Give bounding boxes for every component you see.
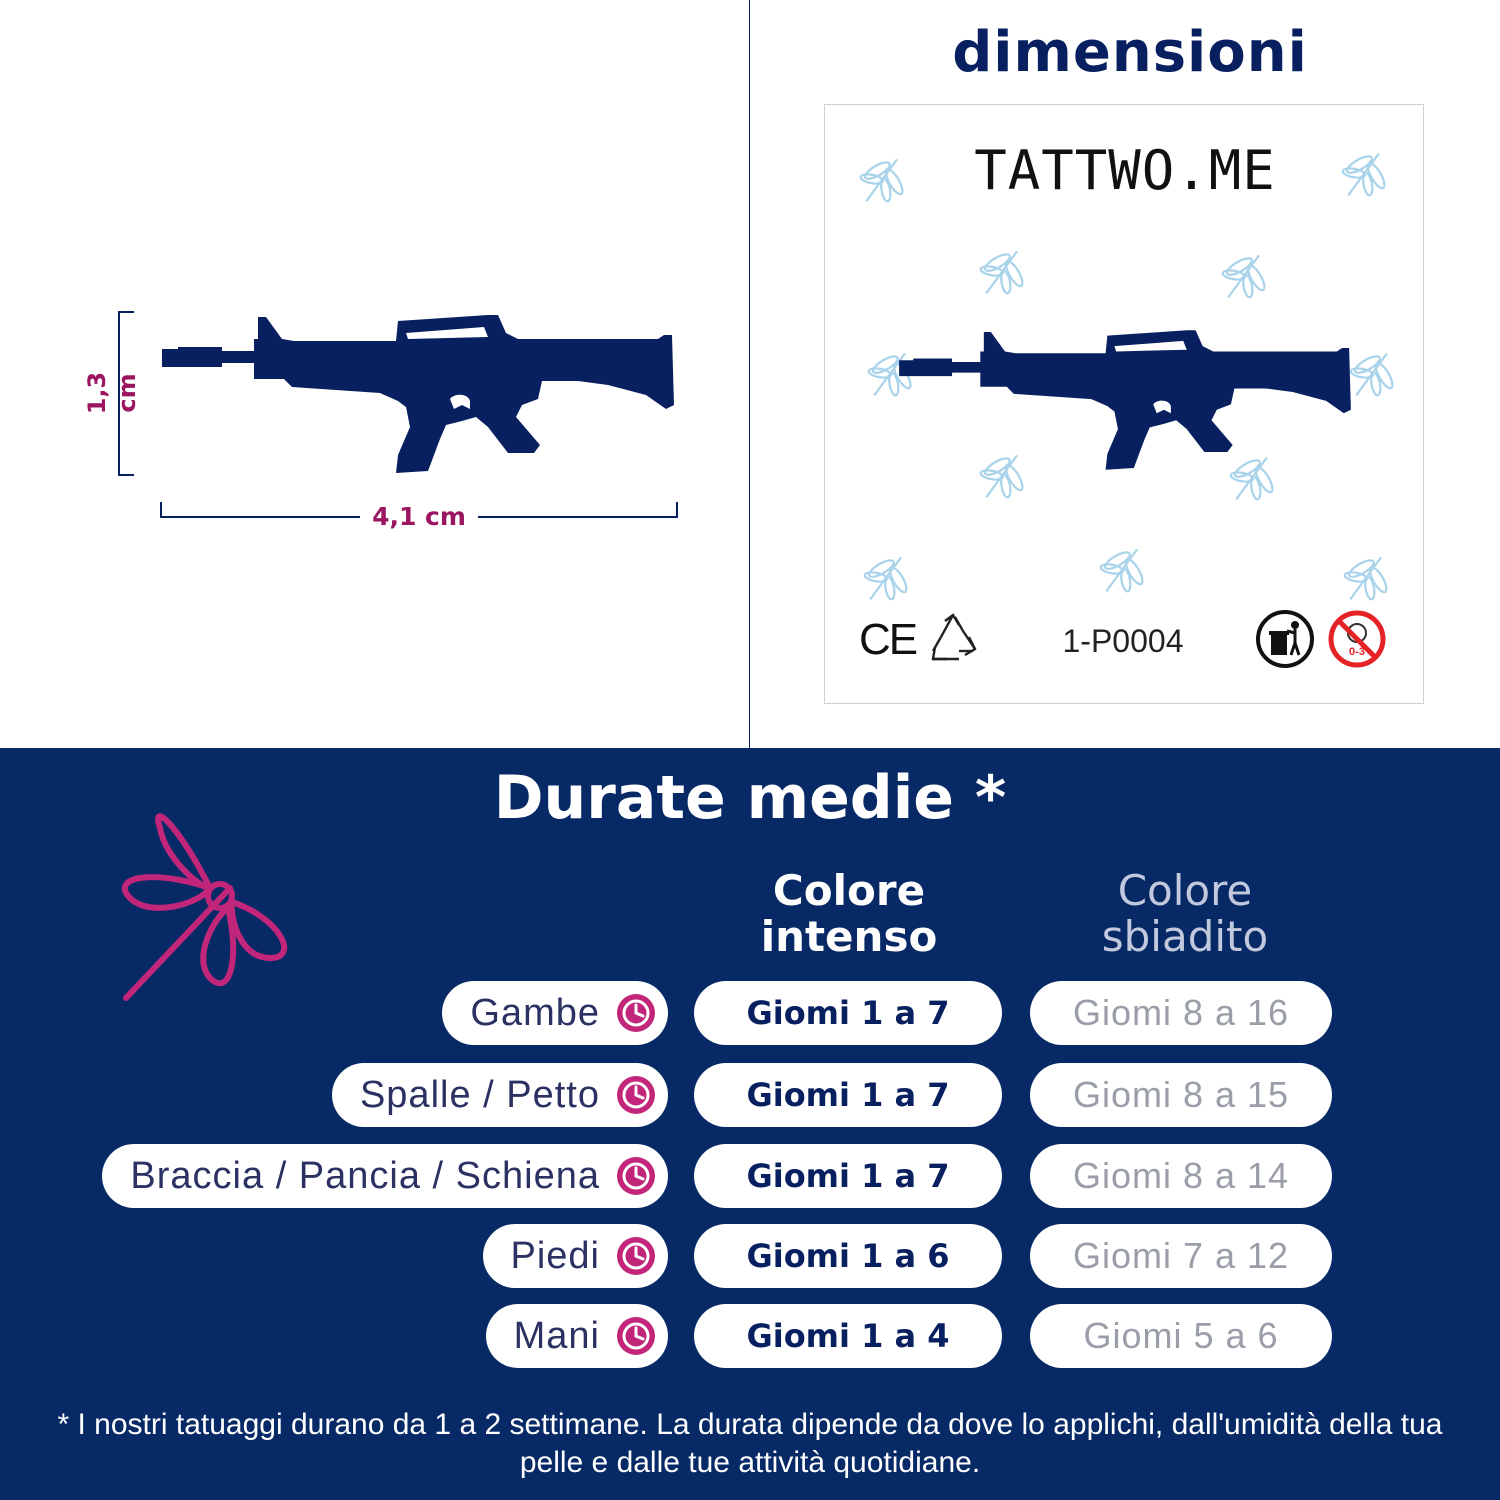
- clock-icon: [616, 1236, 656, 1276]
- intense-duration-label: Giomi 1 a 7: [746, 1157, 950, 1195]
- intense-duration-pill: [694, 1224, 1002, 1288]
- intense-duration-pill: [694, 981, 1002, 1045]
- intense-duration-pill: [694, 1144, 1002, 1208]
- intense-duration-pill: [694, 1063, 1002, 1127]
- intense-duration-pill: [694, 1304, 1002, 1368]
- intense-duration-label: Giomi 1 a 6: [746, 1237, 950, 1275]
- column-header-faded: Colore sbiadito: [1101, 866, 1269, 961]
- faded-duration-pill: [1030, 981, 1332, 1045]
- intense-duration-label: Giomi 1 a 7: [746, 1076, 950, 1114]
- faded-duration-label: Giomi 8 a 16: [1072, 992, 1290, 1033]
- dragonfly-icon: [110, 808, 310, 1008]
- brand-logo: TATTWO.ME: [974, 139, 1276, 202]
- faded-duration-pill: [1030, 1304, 1332, 1368]
- rifle-tattoo-icon: [883, 325, 1367, 475]
- faded-duration-label: Giomi 5 a 6: [1083, 1315, 1279, 1356]
- ce-mark: CE: [859, 615, 917, 664]
- clock-icon: [616, 1156, 656, 1196]
- body-part-pill: [442, 981, 668, 1045]
- faded-duration-pill: [1030, 1144, 1332, 1208]
- height-label: 1,3 cm: [83, 371, 141, 415]
- body-part-pill: [332, 1063, 668, 1127]
- intense-duration-label: Giomi 1 a 7: [746, 994, 950, 1032]
- durations-title: Durate medie *: [493, 763, 1007, 833]
- age-warning-label: 0-3: [1349, 646, 1365, 658]
- no-children-0-3-icon: [1327, 609, 1387, 669]
- body-part-pill: [483, 1224, 669, 1288]
- faded-duration-label: Giomi 8 a 14: [1072, 1155, 1290, 1196]
- rifle-tattoo-icon: [158, 308, 678, 480]
- panel-divider: [749, 0, 750, 748]
- trash-bin-icon: [1255, 609, 1315, 669]
- footnote: * I nostri tatuaggi durano da 1 a 2 settimane. La durata dipende da dove lo applichi, dall'umidità della tua pelle e dalle tue attività quotidiane.: [57, 1408, 1443, 1479]
- faded-duration-pill: [1030, 1224, 1332, 1288]
- body-part-pill: [486, 1304, 668, 1368]
- intense-duration-label: Giomi 1 a 4: [746, 1317, 950, 1355]
- clock-icon: [616, 1316, 656, 1356]
- width-label: 4,1 cm: [360, 500, 478, 534]
- recycle-icon: [925, 611, 981, 667]
- body-part-pill: [102, 1144, 668, 1208]
- faded-duration-label: Giomi 8 a 15: [1072, 1074, 1290, 1115]
- body-part-label: Gambe: [470, 992, 600, 1034]
- clock-icon: [616, 1075, 656, 1115]
- body-part-label: Braccia / Pancia / Schiena: [130, 1155, 600, 1197]
- body-part-label: Piedi: [510, 1235, 600, 1277]
- tattoo-sheet: [824, 104, 1424, 704]
- dimensions-title: dimensioni: [952, 20, 1308, 85]
- faded-duration-pill: [1030, 1063, 1332, 1127]
- body-part-label: Mani: [513, 1315, 600, 1357]
- product-code: 1-P0004: [1062, 623, 1184, 659]
- faded-duration-label: Giomi 7 a 12: [1072, 1235, 1290, 1276]
- column-header-intense: Colore intenso: [760, 866, 938, 961]
- clock-icon: [616, 993, 656, 1033]
- body-part-label: Spalle / Petto: [359, 1074, 600, 1116]
